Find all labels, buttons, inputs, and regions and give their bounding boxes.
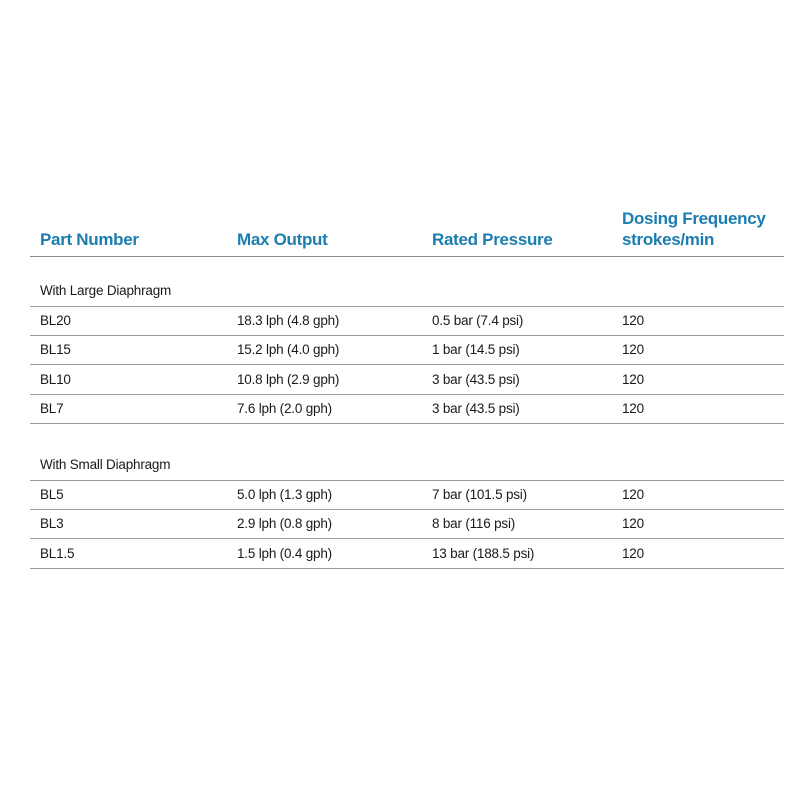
table-row <box>30 365 784 395</box>
cell-max-output: 2.9 lph (0.8 gph) <box>237 516 332 532</box>
cell-dosing-frequency: 120 <box>622 342 644 358</box>
cell-dosing-frequency: 120 <box>622 401 644 417</box>
cell-rated-pressure: 0.5 bar (7.4 psi) <box>432 313 524 329</box>
cell-max-output: 18.3 lph (4.8 gph) <box>237 313 340 329</box>
table-header <box>30 205 784 257</box>
header-dosing-frequency-line2: strokes/min <box>622 230 715 249</box>
cell-part-number: BL5 <box>40 487 64 503</box>
cell-dosing-frequency: 120 <box>622 371 644 387</box>
cell-part-number: BL20 <box>40 313 71 329</box>
cell-part-number: BL7 <box>40 401 64 417</box>
cell-rated-pressure: 1 bar (14.5 psi) <box>432 342 520 358</box>
cell-rated-pressure: 3 bar (43.5 psi) <box>432 371 520 387</box>
header-part-number: Part Number <box>40 230 139 249</box>
cell-dosing-frequency: 120 <box>622 516 644 532</box>
cell-part-number: BL10 <box>40 371 71 387</box>
cell-rated-pressure: 13 bar (188.5 psi) <box>432 545 535 561</box>
table-row <box>30 480 784 510</box>
table-row <box>30 539 784 569</box>
table-row <box>30 306 784 336</box>
cell-max-output: 15.2 lph (4.0 gph) <box>237 342 340 358</box>
cell-part-number: BL1.5 <box>40 545 75 561</box>
header-dosing-frequency <box>612 208 784 250</box>
cell-dosing-frequency: 120 <box>622 487 644 503</box>
spec-table <box>30 205 784 569</box>
cell-max-output: 1.5 lph (0.4 gph) <box>237 545 332 561</box>
cell-dosing-frequency: 120 <box>622 313 644 329</box>
cell-dosing-frequency: 120 <box>622 545 644 561</box>
group-label-small-diaphragm: With Small Diaphragm <box>40 457 171 472</box>
cell-max-output: 10.8 lph (2.9 gph) <box>237 371 340 387</box>
cell-rated-pressure: 8 bar (116 psi) <box>432 516 516 532</box>
cell-max-output: 7.6 lph (2.0 gph) <box>237 401 332 417</box>
header-max-output: Max Output <box>237 230 328 249</box>
cell-max-output: 5.0 lph (1.3 gph) <box>237 487 332 503</box>
header-dosing-frequency-line1: Dosing Frequency <box>622 209 766 228</box>
group-label-large-diaphragm: With Large Diaphragm <box>40 283 172 298</box>
cell-rated-pressure: 3 bar (43.5 psi) <box>432 401 520 417</box>
header-rated-pressure: Rated Pressure <box>432 230 553 249</box>
cell-part-number: BL3 <box>40 516 64 532</box>
cell-part-number: BL15 <box>40 342 71 358</box>
table-row <box>30 395 784 425</box>
cell-rated-pressure: 7 bar (101.5 psi) <box>432 487 527 503</box>
table-row <box>30 510 784 540</box>
table-row <box>30 336 784 366</box>
